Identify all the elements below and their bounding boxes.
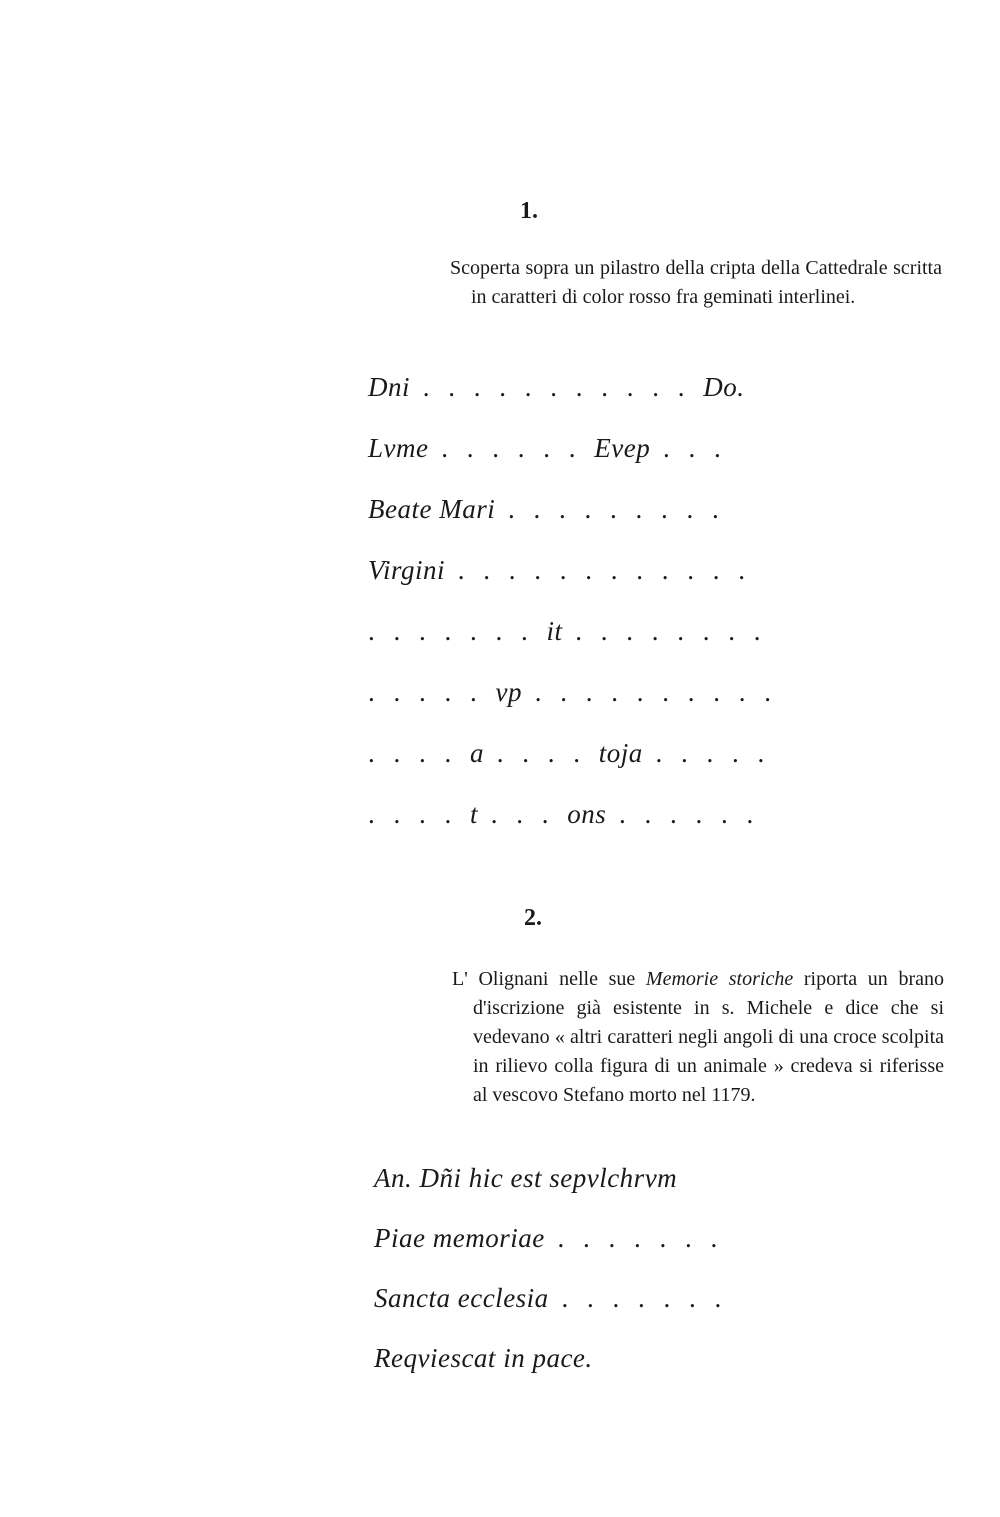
lacuna-dots: . . . . . . xyxy=(428,433,595,463)
section-note xyxy=(450,254,942,312)
inscription-word: Lvme xyxy=(368,433,429,463)
inscription-word: Beate Mari xyxy=(368,494,496,524)
inscription-word: Sancta ecclesia xyxy=(374,1283,549,1313)
lacuna-dots: . . . xyxy=(650,433,727,463)
inscription-word: vp xyxy=(495,677,522,707)
lacuna-dots: . . . . xyxy=(368,738,470,768)
section-note xyxy=(452,965,944,1110)
inscription-line xyxy=(374,1283,727,1314)
inscription-word: Virgini xyxy=(368,555,445,585)
lacuna-dots: . . . . . xyxy=(642,738,771,768)
lacuna-dots: . . . . xyxy=(368,799,470,829)
inscription-line xyxy=(374,1343,593,1374)
inscription-line xyxy=(374,1223,723,1254)
lacuna-dots: . . . . . . . xyxy=(548,1283,728,1313)
inscription-word: t xyxy=(470,799,479,829)
inscription-word: toja xyxy=(598,738,643,768)
lacuna-dots: . . . xyxy=(478,799,568,829)
note-text xyxy=(452,965,944,1110)
inscription-word: a xyxy=(470,738,484,768)
inscription-line xyxy=(368,494,725,525)
lacuna-dots: . . . . . . . . . xyxy=(495,494,725,524)
inscription-line xyxy=(368,372,745,403)
inscription-line xyxy=(368,616,767,647)
note-text-end: riporta un brano d'iscrizione già esistente in s. Michele e dice che si vedevano « altri caratteri negli angoli di una croce scolpita in rilievo colla figura di un animale » credeva si riferisse al vescovo Stefano morto nel 1179. xyxy=(473,968,944,1106)
inscription-word: Piae memoriae xyxy=(374,1223,545,1253)
lacuna-dots: . . . . . . . . . . . . xyxy=(445,555,751,585)
section-number: 1. xyxy=(520,198,538,224)
inscription-line xyxy=(368,677,777,708)
lacuna-dots: . . . . . . . . . . . xyxy=(410,372,704,402)
note-title: Memorie storiche xyxy=(645,968,794,990)
inscription-line xyxy=(368,555,751,586)
note-text: Scoperta sopra un pilastro della cripta della Cattedrale scritta in caratteri di color rosso fra geminati interlinei. xyxy=(450,257,942,308)
inscription-line xyxy=(374,1163,677,1194)
inscription-line xyxy=(368,799,759,830)
inscription-word: Reqviescat in pace. xyxy=(374,1343,593,1373)
lacuna-dots: . . . . xyxy=(484,738,599,768)
lacuna-dots: . . . . . . . . xyxy=(562,616,767,646)
inscription-word: ons xyxy=(567,799,607,829)
lacuna-dots: . . . . . . xyxy=(606,799,760,829)
lacuna-dots: . . . . . . . xyxy=(544,1223,724,1253)
inscription-word: Do. xyxy=(703,372,745,402)
inscription-word: Dni xyxy=(368,372,410,402)
inscription-word: it xyxy=(546,616,563,646)
inscription-word: An. Dñi hic est sepvlchrvm xyxy=(374,1163,678,1193)
section-number: 2. xyxy=(524,905,542,931)
lacuna-dots: . . . . . . . . . . xyxy=(521,677,777,707)
inscription-line xyxy=(368,738,770,769)
inscription-line xyxy=(368,433,727,464)
inscription-word: Evep xyxy=(594,433,651,463)
lacuna-dots: . . . . . . . xyxy=(368,616,547,646)
note-text-start: L' Olignani nelle sue xyxy=(452,968,646,990)
lacuna-dots: . . . . . xyxy=(368,677,496,707)
